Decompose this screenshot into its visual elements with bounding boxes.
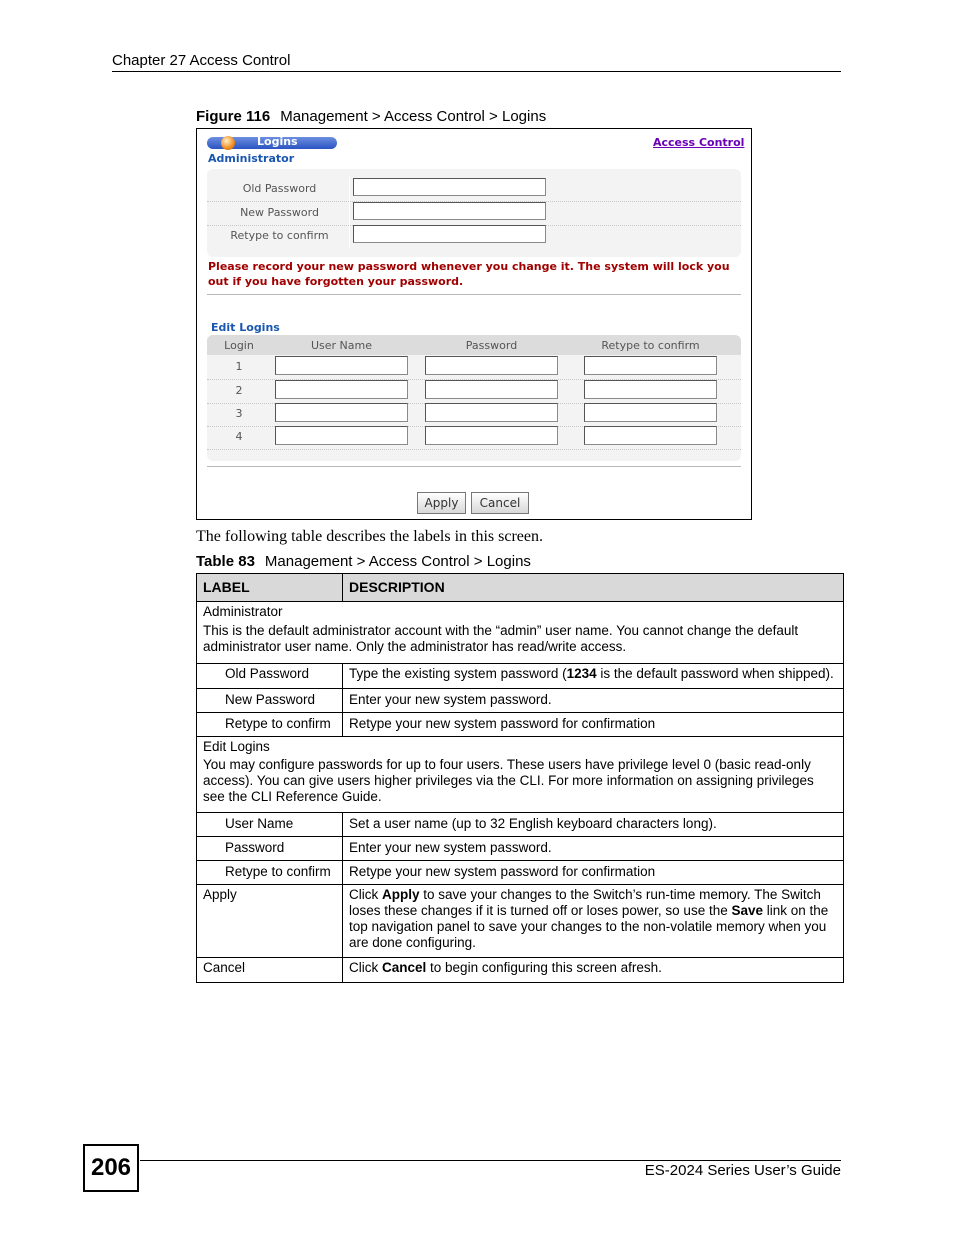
login-row — [207, 425, 741, 450]
retype-confirm-input[interactable] — [353, 225, 546, 243]
column-divider — [349, 224, 350, 248]
guide-title: ES-2024 Series User’s Guide — [644, 1162, 841, 1179]
intro-text: The following table describes the labels in this screen. — [196, 528, 544, 545]
description-table — [196, 573, 844, 983]
old-password-description — [343, 664, 844, 689]
login-number: 1 — [235, 360, 243, 373]
administrator-heading: Administrator — [203, 604, 283, 619]
login-row — [207, 402, 741, 427]
retype-input[interactable] — [584, 356, 717, 375]
password-input[interactable] — [425, 403, 558, 422]
table-row — [197, 813, 844, 837]
column-divider — [349, 201, 350, 225]
logins-tab[interactable] — [207, 137, 337, 149]
figure-caption — [196, 108, 546, 125]
user-name-input[interactable] — [275, 380, 408, 399]
password-input[interactable] — [425, 380, 558, 399]
administrator-section-title: Administrator — [208, 152, 295, 165]
user-name-input[interactable] — [275, 426, 408, 445]
text: Click — [349, 887, 382, 902]
edit-logins-group-cell — [197, 737, 844, 813]
retype-input[interactable] — [584, 380, 717, 399]
retype-description: Retype your new system password for confirmation — [343, 713, 844, 737]
edit-logins-section-title: Edit Logins — [211, 321, 280, 334]
retype-confirm-row — [207, 224, 741, 248]
table-row — [197, 958, 844, 983]
text: Click — [349, 960, 382, 975]
login-number: 2 — [235, 384, 243, 397]
chapter-header: Chapter 27 Access Control — [112, 52, 291, 69]
cancel-button[interactable]: Cancel — [471, 492, 529, 514]
edit-logins-description: You may configure passwords for up to four users. These users have privilege level 0 (basic read-only access). You can give users higher privileges via the CLI. For more information on assigning privileges see the CLI Reference Guide. — [203, 757, 814, 804]
cancel-description — [343, 958, 844, 983]
apply-button[interactable]: Apply — [417, 492, 466, 514]
table-row — [197, 664, 844, 689]
text: is the default password when shipped). — [596, 666, 834, 681]
table-row — [197, 713, 844, 737]
text: to begin configuring this screen afresh. — [426, 960, 662, 975]
description-column-header: DESCRIPTION — [343, 574, 844, 602]
administrator-description: This is the default administrator account with the “admin” user name. You cannot change the default administrator user name. Only the administrator has read/write access. — [203, 623, 799, 654]
retype-input[interactable] — [584, 426, 717, 445]
figure-label: Figure 116 — [196, 108, 271, 125]
administrator-group-cell — [197, 602, 844, 664]
user-name-input[interactable] — [275, 356, 408, 375]
text: to save your changes to the Switch’s run-time memory. The Switch loses these changes if it is turned off or loses power, so use the — [349, 887, 821, 918]
figure-title: Management > Access Control > Logins — [280, 108, 547, 125]
table-row — [197, 737, 844, 813]
password-input[interactable] — [425, 356, 558, 375]
text: Type the existing system password ( — [349, 666, 567, 681]
user-name-input[interactable] — [275, 403, 408, 422]
table-row — [197, 885, 844, 958]
bold-text: 1234 — [566, 666, 597, 681]
divider — [207, 466, 741, 467]
divider — [207, 294, 741, 295]
login-row — [207, 379, 741, 404]
password-column-header: Password — [465, 339, 518, 352]
old-password-input[interactable] — [353, 178, 546, 196]
new-password-input[interactable] — [353, 202, 546, 220]
bold-text: Save — [731, 903, 764, 918]
old-password-label: Old Password — [242, 182, 317, 195]
new-password-label-cell: New Password — [197, 689, 343, 713]
retype-description: Retype your new system password for confirmation — [343, 861, 844, 885]
new-password-description: Enter your new system password. — [343, 689, 844, 713]
table-row — [197, 861, 844, 885]
old-password-label-cell: Old Password — [197, 664, 343, 689]
table-title: Management > Access Control > Logins — [264, 553, 531, 570]
login-column-header: Login — [224, 339, 254, 352]
password-warning: Please record your new password whenever you change it. The system will lock you out if you have forgotten your password. — [208, 260, 730, 288]
password-description: Enter your new system password. — [343, 837, 844, 861]
orb-icon — [221, 136, 235, 150]
login-number: 3 — [235, 407, 243, 420]
cancel-label-cell: Cancel — [197, 958, 343, 983]
new-password-row — [207, 201, 741, 226]
retype-label-cell: Retype to confirm — [197, 861, 343, 885]
table-row — [197, 689, 844, 713]
text: link on the top navigation panel to save your changes to the non-volatile memory when you are done configuring. — [349, 903, 829, 950]
table-label: Table 83 — [196, 553, 255, 570]
footer-rule — [140, 1160, 841, 1161]
password-label-cell: Password — [197, 837, 343, 861]
login-row — [207, 355, 741, 380]
bold-text: Cancel — [382, 960, 427, 975]
header-rule — [112, 71, 841, 72]
column-divider — [349, 177, 350, 201]
bold-text: Apply — [382, 887, 420, 902]
login-number: 4 — [235, 430, 243, 443]
page-number: 206 — [83, 1144, 139, 1192]
table-row — [197, 602, 844, 664]
password-input[interactable] — [425, 426, 558, 445]
label-column-header: LABEL — [197, 574, 343, 602]
table-header-row — [197, 574, 844, 602]
retype-confirm-label: Retype to confirm — [230, 229, 329, 242]
new-password-label: New Password — [240, 206, 319, 219]
table-caption — [196, 553, 531, 570]
logins-screen — [196, 128, 752, 520]
retype-label-cell: Retype to confirm — [197, 713, 343, 737]
logins-tab-label: Logins — [257, 135, 298, 148]
user-name-column-header: User Name — [310, 339, 373, 352]
old-password-row — [207, 177, 741, 202]
retype-input[interactable] — [584, 403, 717, 422]
apply-label-cell: Apply — [197, 885, 343, 958]
edit-logins-heading: Edit Logins — [203, 739, 270, 754]
retype-column-header: Retype to confirm — [601, 339, 700, 352]
apply-description — [343, 885, 844, 958]
table-row — [197, 837, 844, 861]
access-control-link[interactable]: Access Control — [653, 136, 745, 149]
edit-logins-header — [207, 335, 741, 355]
user-name-label-cell: User Name — [197, 813, 343, 837]
user-name-description: Set a user name (up to 32 English keyboard characters long). — [343, 813, 844, 837]
